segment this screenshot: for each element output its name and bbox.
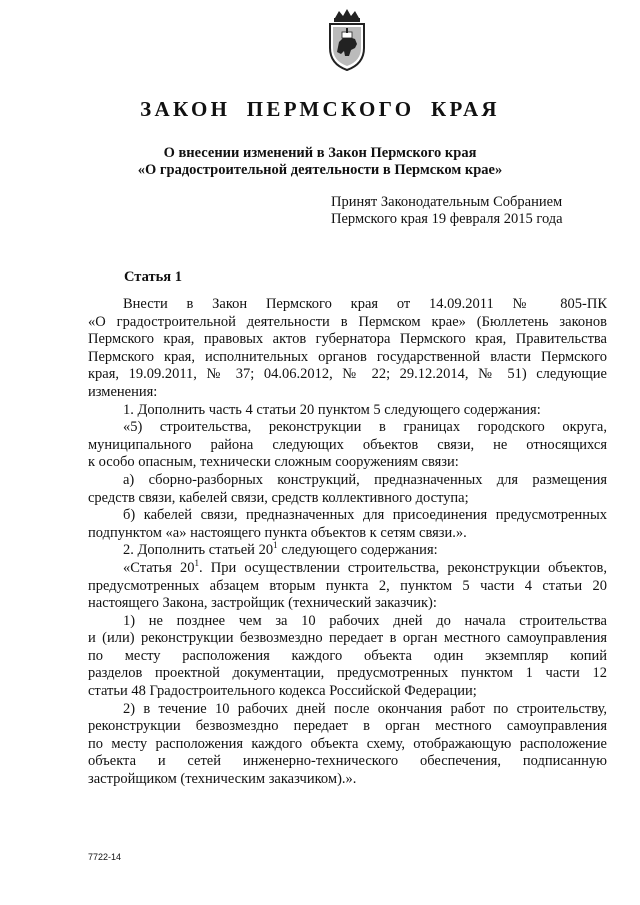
body-line [88,578,607,596]
body-line [88,525,607,543]
body-line [88,349,607,367]
body-line [88,665,607,683]
body-line [88,402,607,420]
subtitle-line: О внесении изменений в Закон Пермского края [163,145,477,161]
body-line-text: «О градостроительной деятельности в Пермском крае» (Бюллетень законов [88,313,607,330]
body-line-text: 2. Дополнить статьей 20 [123,542,274,559]
article-heading: Статья 1 [124,269,182,285]
body-line-text: а) сборно-разборных конструкций, предназначенных для размещения [123,471,607,488]
body-line [88,595,607,613]
body-line [88,454,607,472]
body-line [88,701,607,719]
body-line [88,384,607,402]
body-line-text: Пермского края, правовых актов губернатора Пермского края, Правительства [88,331,607,348]
body-line-text: «5) строительства, реконструкции в границах городского округа, [123,419,607,436]
law-subtitle [0,145,640,178]
body-line-text: б) кабелей связи, предназначенных для присоединения предусмотренных [123,507,607,524]
body-line-text: «Статья 20 [123,559,195,576]
body-line-text: следующего содержания: [277,542,438,559]
body-line-text: настоящего Закона, застройщик (технический заказчик): [88,595,437,612]
body-line-text: реконструкции безвозмездно передает в орган местного самоуправления [88,718,607,735]
document-code: 7722-14 [88,852,122,862]
body-line-text: разделов проектной документации, предусмотренных пунктом 1 части 12 [88,665,607,682]
body-line-text: 2) в течение 10 рабочих дней после окончания работ по строительству, [123,700,607,717]
superscript-number: 1 [273,540,278,551]
body-line [88,542,607,560]
body-line-text: 1. Дополнить часть 4 статьи 20 пунктом 5 следующего содержания: [123,401,541,418]
body-line-text: статьи 48 Градостроительного кодекса Российской Федерации; [88,683,477,700]
body-line [88,648,607,666]
law-title: ЗАКОН ПЕРМСКОГО КРАЯ [140,97,500,121]
body-line [88,490,607,508]
article-body [88,296,607,789]
body-line [88,419,607,437]
body-line [88,507,607,525]
body-line [88,472,607,490]
body-line-text: объекта и сетей инженерно-технического обеспечения, подписанную [88,753,607,770]
body-line-text: Внести в Закон Пермского края от 14.09.2011 № 805-ПК [123,296,607,312]
body-line-text: края, 19.09.2011, № 37; 04.06.2012, № 22; 29.12.2014, № 51) следующие [88,366,607,383]
subtitle-line: «О градостроительной деятельности в Пермском крае» [137,161,503,178]
body-line-text: средств связи, кабелей связи, средств коллективного доступа; [88,489,469,506]
body-line-text: подпунктом «а» настоящего пункта объектов к сетям связи.». [88,524,467,541]
superscript-number: 1 [194,558,200,569]
body-line [88,718,607,736]
body-line-text: изменения: [88,383,158,400]
body-line-text: к особо опасным, технически сложным сооружениям связи: [88,454,459,471]
body-line [88,683,607,701]
body-line [88,630,607,648]
body-line [88,366,607,384]
adoption-line: Принят Законодательным Собранием [331,194,563,210]
body-line [88,331,607,349]
body-line-text: муниципального района следующих объектов связи, не относящихся [88,436,607,453]
body-line-text: застройщиком (техническим заказчиком).». [88,771,357,788]
body-line-text: предусмотренных абзацем вторым пункта 2, пунктом 5 части 4 статьи 20 [88,577,607,594]
body-line-text: и (или) реконструкции безвозмездно передает в орган местного самоуправления [88,630,607,647]
perm-krai-coat-of-arms-icon [325,8,369,72]
body-line [88,560,607,578]
body-line-text: . При осуществлении строительства, реконструкции объектов, [199,559,607,576]
body-line [88,296,607,314]
body-line [88,753,607,771]
adoption-note [331,194,621,227]
adoption-line: Пермского края 19 февраля 2015 года [331,210,563,227]
body-line-text: по месту расположения каждого объекта схему, отображающую расположение [88,735,607,752]
body-line-text: Пермского края, исполнительных органов государственной власти Пермского [88,348,607,365]
body-line-text: 1) не позднее чем за 10 рабочих дней до начала строительства [123,612,607,629]
body-line [88,736,607,754]
body-line [88,314,607,332]
body-line [88,613,607,631]
body-line-text: по месту расположения каждого объекта один экземпляр копий [88,647,607,664]
body-line [88,771,607,789]
body-line [88,437,607,455]
